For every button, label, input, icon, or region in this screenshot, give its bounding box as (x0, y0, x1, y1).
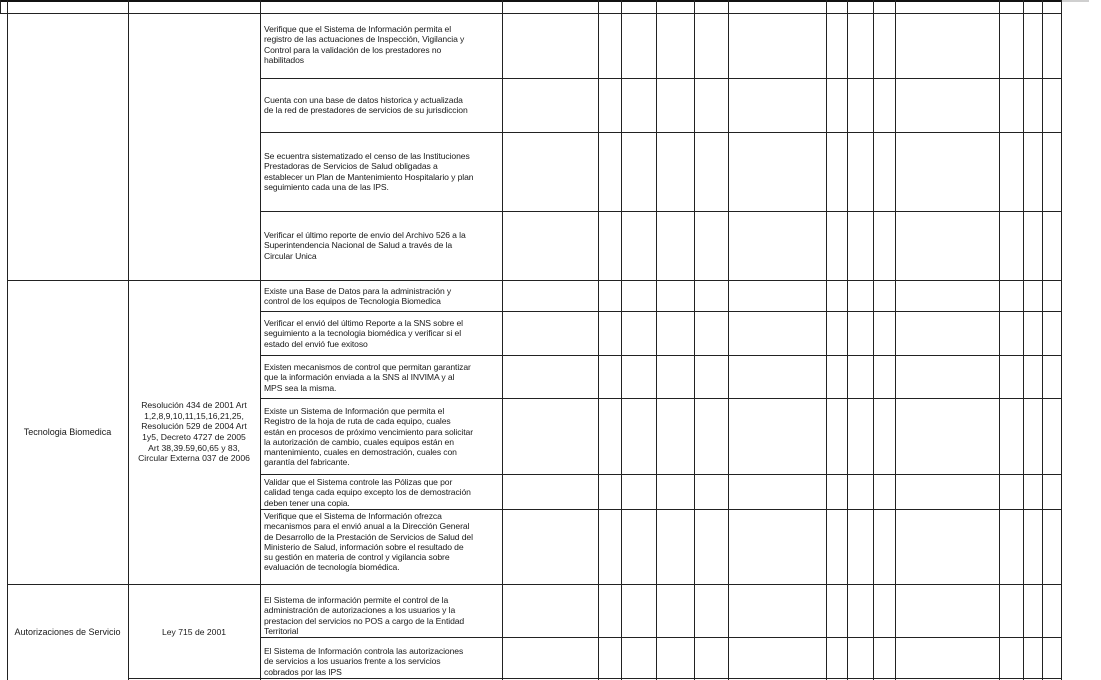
column-divider (1023, 0, 1024, 680)
criterion-text: Se ecuentra sistematizado el censo de las Instituciones Prestadoras de Servicios de Salud obligadas a establecer un Plan de Mantenimiento Hospitalario y plan seguimiento cada una de las IPS. (264, 151, 474, 192)
criterion-text: Existe un Sistema de Información que permita el Registro de la hoja de ruta de cada equipo, cuales están en procesos de próximo vencimiento para solicitar la autorización de cambio, cuales equipos están en mantenimiento, cuales en demostración, cuales con garantía del fabricante. (264, 406, 473, 468)
column-divider (621, 0, 622, 680)
column-divider (598, 0, 599, 680)
criterion-text: El Sistema de Información controla las autorizaciones de servicios a los usuarios frente a los servicios cobrados por las IPS (264, 646, 464, 677)
criterion-text: Cuenta con una base de datos historica y actualizada de la red de prestadores de servicios de su jurisdiccion (264, 95, 468, 116)
criterion-text: Existe una Base de Datos para la administración y control de los equipos de Tecnologia Biomedica (264, 286, 452, 307)
column-divider (728, 0, 729, 680)
criterion-text: El Sistema de información permite el control de la administración de autorizaciones a los usuarios y la prestacion del servicios no POS a cargo de la Entidad Territorial (264, 595, 465, 636)
column-divider (826, 0, 827, 680)
section-group-label (7, 13, 128, 280)
column-divider (656, 0, 657, 680)
row-divider (260, 311, 1061, 312)
column-divider (847, 0, 848, 680)
row-divider (260, 132, 1061, 133)
row-divider (260, 211, 1061, 212)
section-regulation-label (130, 13, 258, 280)
scroll-edge (1061, 0, 1089, 2)
column-divider (0, 0, 1, 13)
column-divider (502, 0, 503, 680)
criterion-text: Existen mecanismos de control que permitan garantizar que la información enviada a la SNS al INVIMA y al MPS sea la misma. (264, 362, 471, 393)
column-divider (999, 0, 1000, 680)
row-divider (260, 509, 1061, 510)
table-top-border (0, 0, 1089, 2)
row-divider (128, 678, 1061, 679)
criterion-text: Validar que el Sistema controle las Pólizas que por calidad tenga cada equipo excepto los de demostración deben tener una copia. (264, 477, 471, 508)
row-divider (260, 78, 1061, 79)
criterion-text: Verifique que el Sistema de Información ofrezca mecanismos para el envió anual a la Dirección General de Desarrollo de la Prestación de Servicios de Salud del Ministerio de Salud, información sobre el resultado de su gestión en materia de control y vigilancia sobre evaluación de tecnología biomédica. (264, 511, 473, 573)
criterion-text: Verifique que el Sistema de Información permita el registro de las actuaciones de Inspección, Vigilancia y Control para la validación de los prestadores no habilitados (264, 24, 465, 65)
section-group-label: Tecnologia Biomedica (23, 426, 112, 437)
column-divider (128, 0, 129, 680)
column-divider (694, 0, 695, 680)
row-divider (260, 637, 1061, 638)
column-divider (260, 0, 261, 680)
column-divider (895, 0, 896, 680)
column-divider (1061, 0, 1062, 680)
row-divider (260, 474, 1061, 475)
section-regulation-label: Ley 715 de 2001 (161, 626, 227, 637)
column-divider (873, 0, 874, 680)
row-divider (260, 398, 1061, 399)
column-divider (1042, 0, 1043, 680)
section-regulation-label: Resolución 434 de 2001 Art 1,2,8,9,10,11,15,16,21,25, Resolución 529 de 2004 Art 1y5, Decreto 4727 de 2005 Art 38,39.59,60,65 y 83, Circular Externa 037 de 2006 (138, 400, 250, 464)
row-divider (260, 355, 1061, 356)
criterion-text: Verificar el último reporte de envio del Archivo 526 a la Superintendencia Nacional de Salud a través de la Circular Unica (264, 230, 466, 261)
section-group-label: Autorizaciones de Servicio (14, 626, 121, 637)
criterion-text: Verificar el envió del último Reporte a la SNS sobre el seguimiento a la tecnologia biomédica y verificar si el estado del envió fue exitoso (264, 318, 463, 349)
